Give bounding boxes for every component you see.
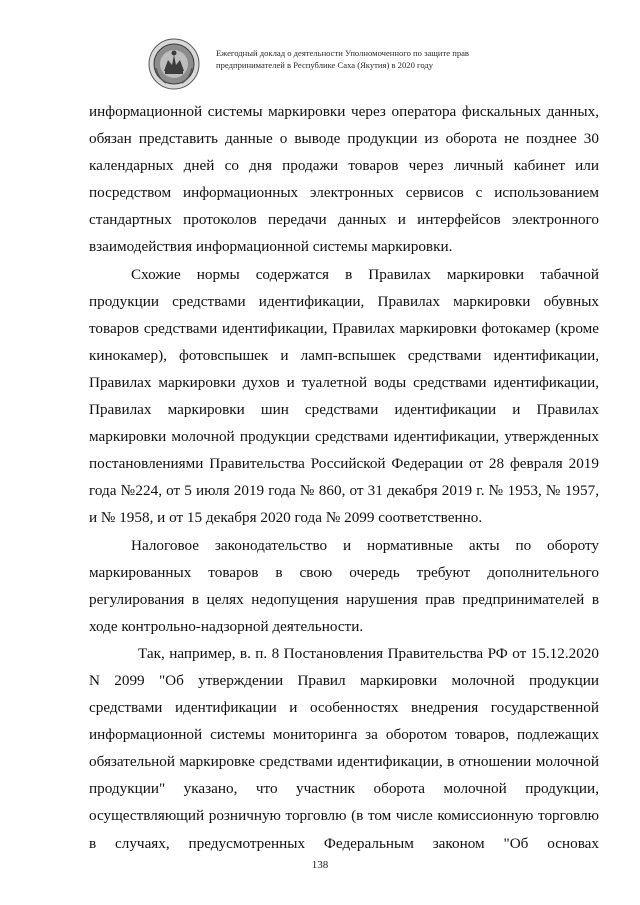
report-title-line-2: предпринимателей в Республике Саха (Якутия) в 2020 году (216, 59, 434, 70)
report-title-line-1: Ежегодный доклад о деятельности Уполномоченного по защите прав (216, 48, 469, 58)
paragraph-tax-legislation: Налоговое законодательство и нормативные акты по обороту маркированных товаров в свою очередь требуют дополнительного регулирования в целях недопущения нарушения прав предпринимателей в ходе контрольно-надзорной деятельности. (89, 536, 599, 635)
paragraph-example-resolution: Так, например, в. п. 8 Постановления Правительства РФ от 15.12.2020 N 2099 "Об утверждении Правил маркировки молочной продукции средствами идентификации и особенностях внедрения государственной информационной системы мониторинга за оборотом товаров, подлежащих обязательной маркировке средствами идентификации, в отношении молочной продукции" указано, что участник оборота молочной продукции, осуществляющий розничную торговлю (в том числе комиссионную торговлю в случаях, предусмотренных Федеральным законом "Об основах (89, 644, 599, 852)
page-header (148, 36, 588, 92)
document-body (89, 98, 599, 857)
paragraph-continuation: информационной системы маркировки через оператора фискальных данных, обязан представить данные о выводе продукции из оборота не позднее 30 календарных дней со дня продажи товаров через личный кабинет или посредством информационных электронных сервисов с использованием стандартных протоколов передачи данных и интерфейсов электронного взаимодействия информационной системы маркировки. (89, 103, 599, 256)
page-number: 138 (311, 859, 329, 871)
report-title (216, 48, 469, 71)
coat-of-arms-icon (148, 38, 200, 90)
paragraph-similar-norms: Схожие нормы содержатся в Правилах маркировки табачной продукции средствами идентификации, Правилах маркировки обувных товаров средствами идентификации, Правилах маркировки фотокамер (кроме кинокамер), фотовспышек и ламп-вспышек средствами идентификации, Правилах маркировки духов и туалетной воды средствами идентификации, Правилах маркировки шин средствами идентификации и Правилах маркировки молочной продукции средствами идентификации, утвержденных постановлениями Правительства Российской Федерации от 28 февраля 2019 года №224, от 5 июля 2019 года № 860, от 31 декабря 2019 г. № 1953, № 1957, и № 1958, и от 15 декабря 2020 года № 2099 соответственно. (89, 265, 599, 527)
